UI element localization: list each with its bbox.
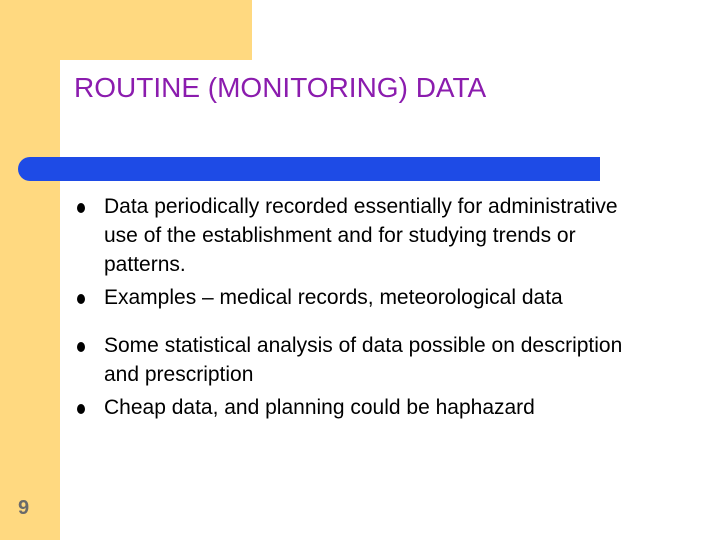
slide-title: ROUTINE (MONITORING) DATA bbox=[74, 72, 487, 103]
bullet-list bbox=[76, 192, 636, 422]
bullet-text: Data periodically recorded essentially for administrative use of the establishment and for studying trends or patterns. bbox=[104, 195, 618, 276]
bullet-item bbox=[76, 192, 636, 279]
bullet-dot-icon bbox=[77, 294, 85, 304]
bullet-text: Some statistical analysis of data possible on description and prescription bbox=[104, 334, 623, 386]
bullet-item bbox=[76, 331, 636, 389]
decorative-left-bar bbox=[0, 0, 60, 540]
title-divider-bar bbox=[18, 157, 600, 181]
decorative-top-block bbox=[0, 0, 252, 60]
bullet-dot-icon bbox=[77, 203, 85, 213]
slide-number: 9 bbox=[18, 497, 30, 519]
bullet-dot-icon bbox=[77, 342, 85, 352]
bullet-dot-icon bbox=[77, 404, 85, 414]
bullet-item bbox=[76, 393, 636, 422]
bullet-text: Cheap data, and planning could be haphazard bbox=[104, 396, 535, 419]
bullet-item bbox=[76, 283, 636, 312]
bullet-text: Examples – medical records, meteorological data bbox=[104, 286, 563, 309]
